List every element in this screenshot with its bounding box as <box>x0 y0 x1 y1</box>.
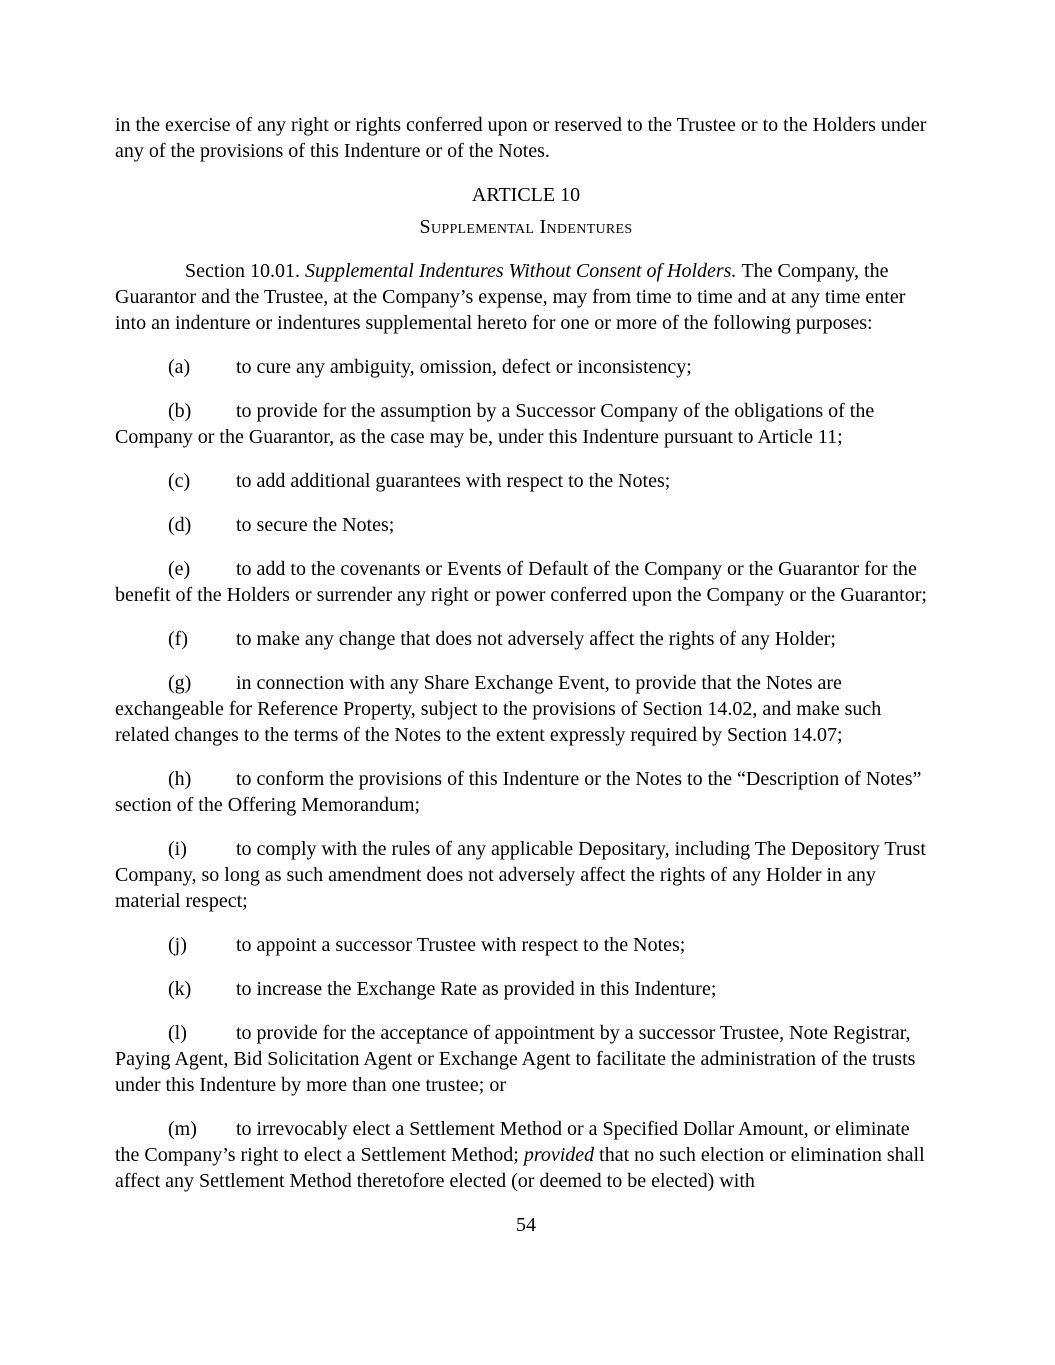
list-item <box>115 556 937 608</box>
list-item-text: to comply with the rules of any applicable Depositary, including The Depository Trust Company, so long as such amendment does not adversely affect the rights of any Holder in any material respect; <box>115 838 926 912</box>
list-item-text: to conform the provisions of this Indenture or the Notes to the “Description of Notes” section of the Offering Memorandum; <box>115 768 922 816</box>
list-item <box>115 512 937 538</box>
list-item-label: (i) <box>168 838 187 860</box>
list-item-text: to increase the Exchange Rate as provided in this Indenture; <box>236 978 717 1000</box>
list-item-text: to add to the covenants or Events of Default of the Company or the Guarantor for the benefit of the Holders or surrender any right or power conferred upon the Company or the Guarantor; <box>115 558 927 606</box>
intro-paragraph: in the exercise of any right or rights conferred upon or reserved to the Trustee or to the Holders under any of the provisions of this Indenture or of the Notes. <box>115 114 927 162</box>
list-item-text-italic: provided <box>523 1144 595 1166</box>
list-item-text: to provide for the assumption by a Successor Company of the obligations of the Company or the Guarantor, as the case may be, under this Indenture pursuant to Article 11; <box>115 400 875 448</box>
list-item-label: (b) <box>168 400 192 422</box>
list-item-label: (m) <box>168 1118 197 1140</box>
list-item-text: in connection with any Share Exchange Event, to provide that the Notes are exchangeable for Reference Property, subject to the provisions of Section 14.02, and make such related changes to the terms of the Notes to the extent expressly required by Section 14.07; <box>115 672 882 746</box>
list-item <box>115 836 937 914</box>
list-item <box>115 354 937 380</box>
list-item-text: to appoint a successor Trustee with respect to the Notes; <box>236 934 686 956</box>
section-label: Section 10.01. <box>185 260 300 282</box>
list-item-label: (h) <box>168 768 192 790</box>
list-item-label: (f) <box>168 628 188 650</box>
list-item-label: (e) <box>168 558 191 580</box>
list-item <box>115 1020 937 1098</box>
list-item <box>115 468 937 494</box>
page-number: 54 <box>516 1214 536 1236</box>
section-paragraph <box>115 258 937 336</box>
list-item <box>115 766 937 818</box>
list-item-label: (c) <box>168 470 191 492</box>
list-item-label: (a) <box>168 356 191 378</box>
list-item <box>115 1116 937 1194</box>
list-item-text: to make any change that does not adversely affect the rights of any Holder; <box>236 628 836 650</box>
list-item <box>115 398 937 450</box>
list-item <box>115 626 937 652</box>
section-title: Supplemental Indentures Without Consent of Holders. <box>305 260 737 282</box>
list-item-label: (l) <box>168 1022 187 1044</box>
list-item-text: to provide for the acceptance of appointment by a successor Trustee, Note Registrar, Paying Agent, Bid Solicitation Agent or Exchange Agent to facilitate the administration of the trusts under this Indenture by more than one trustee; or <box>115 1022 916 1096</box>
article-heading: ARTICLE 10 <box>471 184 581 206</box>
list-item-label: (j) <box>168 934 187 956</box>
section-body: The Company, the Guarantor and the Trustee, at the Company’s expense, may from time to time and at any time enter into an indenture or indentures supplemental hereto for one or more of the following purposes: <box>115 260 906 334</box>
list-item <box>115 932 937 958</box>
list-item-label: (g) <box>168 672 192 694</box>
list-item-text: to cure any ambiguity, omission, defect or inconsistency; <box>236 356 692 378</box>
list-item-text: that no such election or elimination shall affect any Settlement Method theretofore elected (or deemed to be elected) with <box>115 1144 925 1192</box>
list-item-label: (k) <box>168 978 192 1000</box>
list-item-label: (d) <box>168 514 192 536</box>
list-item-text: to irrevocably elect a Settlement Method or a Specified Dollar Amount, or eliminate the Company’s right to elect a Settlement Method; <box>115 1118 910 1166</box>
article-subheading: Supplemental Indentures <box>419 216 633 238</box>
list-item-text: to add additional guarantees with respect to the Notes; <box>236 470 671 492</box>
list-item <box>115 670 937 748</box>
list-item-text: to secure the Notes; <box>236 514 395 536</box>
list-item <box>115 976 937 1002</box>
